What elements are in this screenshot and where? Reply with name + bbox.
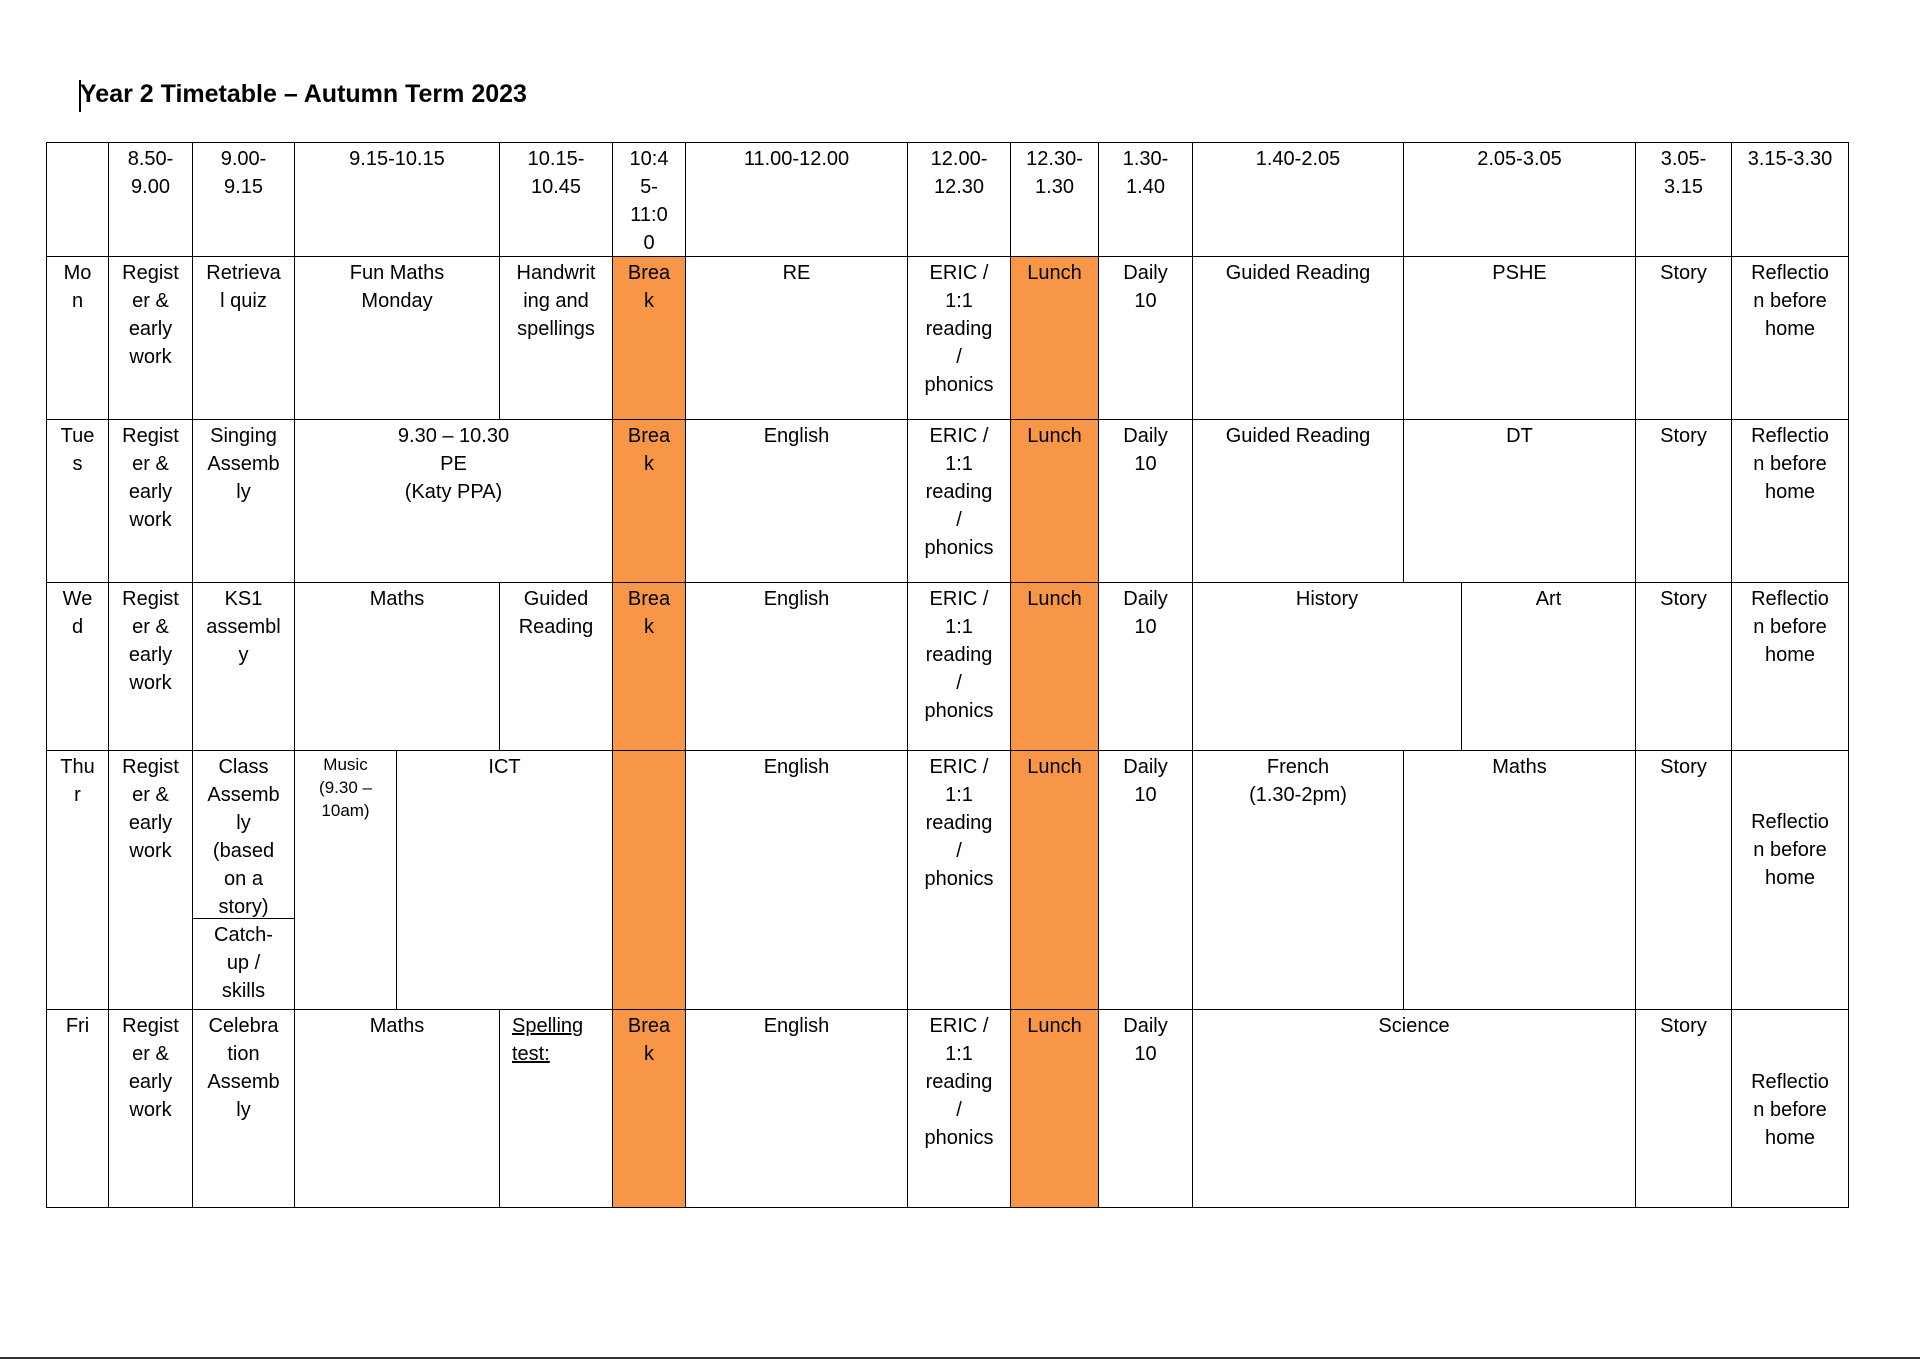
time-label: 9.15-10.15 <box>349 148 445 170</box>
break-cell <box>612 1009 686 1208</box>
lesson-cell <box>192 750 295 919</box>
lesson-cell <box>1098 1009 1193 1208</box>
lesson-label: Handwrit ing and spellings <box>516 262 596 340</box>
lesson-cell <box>499 1009 613 1208</box>
lesson-cell <box>108 1009 193 1208</box>
lesson-cell <box>1403 750 1636 1010</box>
lesson-label: RE <box>782 262 811 284</box>
lesson-label: Reflectio n before home <box>1751 811 1829 889</box>
lesson-cell <box>1403 256 1636 420</box>
header-time-cell <box>1403 142 1636 257</box>
lunch-cell <box>1010 750 1099 1010</box>
break-cell <box>612 582 686 751</box>
day-label: Fri <box>65 1015 90 1037</box>
header-time-cell <box>294 142 500 257</box>
time-label: 12.30- 1.30 <box>1026 148 1083 198</box>
lesson-cell <box>1635 1009 1732 1208</box>
lesson-label: Reflectio n before home <box>1751 262 1829 340</box>
lesson-label: Retrieva l quiz <box>206 262 281 312</box>
time-label: 9.00- 9.15 <box>220 148 267 198</box>
lesson-cell <box>1192 419 1404 583</box>
lesson-cell <box>192 1009 295 1208</box>
page-title: Year 2 Timetable – Autumn Term 2023 <box>80 80 527 108</box>
lesson-cell <box>396 750 613 1010</box>
lesson-cell <box>1635 256 1732 420</box>
lesson-label: Story <box>1660 1015 1707 1037</box>
day-label-cell <box>46 419 109 583</box>
lesson-cell <box>685 750 908 1010</box>
lesson-label: ERIC / 1:1 reading / phonics <box>924 1015 994 1149</box>
lesson-label: Daily 10 <box>1123 1015 1168 1065</box>
lesson-label: Daily 10 <box>1123 262 1168 312</box>
header-corner-cell <box>46 142 109 257</box>
time-label: 1.30- 1.40 <box>1122 148 1169 198</box>
lesson-cell <box>907 256 1011 420</box>
lunch-label: Lunch <box>1027 756 1082 778</box>
header-time-cell <box>1731 142 1849 257</box>
time-label: 10:4 5- 11:0 0 <box>629 148 669 254</box>
lesson-label: DT <box>1506 425 1533 447</box>
lesson-cell <box>192 256 295 420</box>
time-label: 10.15- 10.45 <box>527 148 585 198</box>
lesson-cell <box>1098 256 1193 420</box>
lesson-label: Daily 10 <box>1123 425 1168 475</box>
lesson-cell <box>294 419 613 583</box>
day-label-cell <box>46 582 109 751</box>
lesson-cell <box>1192 1009 1636 1208</box>
lesson-cell <box>685 256 908 420</box>
break-cell <box>612 419 686 583</box>
lesson-label: Art <box>1535 588 1562 610</box>
lesson-label: Catch- up / skills <box>214 924 273 1002</box>
lesson-label: Reflectio n before home <box>1751 588 1829 666</box>
lesson-label: Story <box>1660 756 1707 778</box>
lesson-cell <box>192 419 295 583</box>
lesson-label: Regist er & early work <box>122 1015 179 1121</box>
lesson-label: Regist er & early work <box>122 588 179 694</box>
break-label: Brea k <box>627 1015 671 1065</box>
lesson-cell <box>499 582 613 751</box>
time-label: 3.05- 3.15 <box>1660 148 1707 198</box>
lesson-cell <box>907 1009 1011 1208</box>
lesson-cell <box>907 750 1011 1010</box>
header-time-cell <box>1010 142 1099 257</box>
day-label-cell <box>46 256 109 420</box>
lunch-label: Lunch <box>1027 1015 1082 1037</box>
day-label: Tue s <box>60 425 95 475</box>
lesson-cell <box>1731 750 1849 1010</box>
lunch-cell <box>1010 1009 1099 1208</box>
lesson-cell <box>907 582 1011 751</box>
lesson-label: Regist er & early work <box>122 425 179 531</box>
lesson-label: Regist er & early work <box>122 262 179 368</box>
time-label: 8.50- 9.00 <box>127 148 174 198</box>
header-time-cell <box>192 142 295 257</box>
header-time-cell <box>1098 142 1193 257</box>
lesson-cell <box>1098 582 1193 751</box>
lesson-label: Fun Maths Monday <box>349 262 445 312</box>
day-label: Mo n <box>63 262 92 312</box>
lesson-cell <box>108 419 193 583</box>
time-label: 3.15-3.30 <box>1747 148 1833 170</box>
lesson-label: English <box>763 1015 830 1037</box>
lesson-label: Maths <box>1492 756 1547 778</box>
lesson-label: Story <box>1660 262 1707 284</box>
lesson-label: Celebra tion Assemb ly <box>207 1015 280 1121</box>
lesson-label: Class Assemb ly (based on a story) <box>207 756 280 918</box>
lesson-cell <box>1403 419 1636 583</box>
header-time-cell <box>499 142 613 257</box>
lesson-cell <box>685 419 908 583</box>
header-time-cell <box>108 142 193 257</box>
lesson-label: Maths <box>369 1015 425 1037</box>
lesson-label: ERIC / 1:1 reading / phonics <box>924 262 994 396</box>
lesson-label: Daily 10 <box>1123 588 1168 638</box>
lesson-label: KS1 assembl y <box>206 588 281 666</box>
lesson-cell <box>907 419 1011 583</box>
lesson-label: Guided Reading <box>518 588 594 638</box>
lesson-label: ERIC / 1:1 reading / phonics <box>924 756 994 890</box>
lesson-cell <box>294 1009 500 1208</box>
lesson-label: Science <box>1378 1015 1450 1037</box>
lesson-label: ICT <box>488 756 521 778</box>
header-time-cell <box>1635 142 1732 257</box>
lesson-label: Reflectio n before home <box>1751 1071 1829 1149</box>
lesson-label: Music (9.30 – 10am) <box>319 755 372 820</box>
lesson-cell <box>1731 582 1849 751</box>
lesson-cell <box>1192 256 1404 420</box>
lesson-cell <box>294 750 397 1010</box>
lesson-cell <box>1635 419 1732 583</box>
lesson-label: PSHE <box>1492 262 1547 284</box>
lesson-label: English <box>763 756 830 778</box>
lesson-cell <box>108 256 193 420</box>
lesson-cell <box>1192 582 1462 751</box>
lesson-label: Singing Assemb ly <box>207 425 280 503</box>
lesson-label: Guided Reading <box>1225 425 1371 447</box>
lesson-cell <box>1635 750 1732 1010</box>
day-label: Thu r <box>60 756 95 806</box>
lesson-cell <box>1098 419 1193 583</box>
lesson-label: Regist er & early work <box>122 756 179 862</box>
lesson-cell <box>1731 256 1849 420</box>
header-time-cell <box>907 142 1011 257</box>
lesson-label: Daily 10 <box>1123 756 1168 806</box>
lesson-label: English <box>763 425 830 447</box>
lesson-label: French (1.30-2pm) <box>1249 756 1347 806</box>
lesson-cell <box>499 256 613 420</box>
header-time-cell <box>612 142 686 257</box>
lesson-label: Guided Reading <box>1225 262 1371 284</box>
lesson-cell <box>685 582 908 751</box>
lunch-cell <box>1010 256 1099 420</box>
lunch-label: Lunch <box>1027 588 1082 610</box>
day-label: We d <box>62 588 93 638</box>
time-label: 12.00- 12.30 <box>930 148 988 198</box>
lunch-label: Lunch <box>1027 425 1082 447</box>
break-cell <box>612 750 686 1010</box>
header-time-cell <box>1192 142 1404 257</box>
time-label: 11.00-12.00 <box>743 148 850 170</box>
lesson-label: Story <box>1660 425 1707 447</box>
lesson-label: Reflectio n before home <box>1751 425 1829 503</box>
day-label-cell <box>46 1009 109 1208</box>
lesson-label: Maths <box>369 588 425 610</box>
lesson-label: ERIC / 1:1 reading / phonics <box>924 425 994 559</box>
break-label: Brea k <box>627 588 671 638</box>
lesson-cell <box>1461 582 1636 751</box>
time-label: 2.05-3.05 <box>1477 148 1562 170</box>
lunch-cell <box>1010 419 1099 583</box>
lesson-cell <box>1635 582 1732 751</box>
time-label: 1.40-2.05 <box>1255 148 1341 170</box>
lesson-cell <box>294 582 500 751</box>
lesson-cell <box>1192 750 1404 1010</box>
lesson-cell <box>192 582 295 751</box>
lunch-label: Lunch <box>1027 262 1082 284</box>
lesson-cell <box>685 1009 908 1208</box>
lunch-cell <box>1010 582 1099 751</box>
lesson-cell <box>192 918 295 1010</box>
day-label-cell <box>46 750 109 1010</box>
lesson-label: English <box>763 588 830 610</box>
lesson-label: Spelling test: <box>512 1015 584 1065</box>
lesson-cell <box>108 750 193 1010</box>
break-label: Brea k <box>627 262 671 312</box>
lesson-label: Story <box>1660 588 1707 610</box>
header-time-cell <box>685 142 908 257</box>
lesson-cell <box>1098 750 1193 1010</box>
lesson-cell <box>1731 1009 1849 1208</box>
lesson-cell <box>108 582 193 751</box>
lesson-cell <box>1731 419 1849 583</box>
break-label: Brea k <box>627 425 671 475</box>
break-cell <box>612 256 686 420</box>
lesson-cell <box>294 256 500 420</box>
lesson-label: 9.30 – 10.30 PE (Katy PPA) <box>397 425 510 503</box>
lesson-label: History <box>1295 588 1359 610</box>
lesson-label: ERIC / 1:1 reading / phonics <box>924 588 994 722</box>
